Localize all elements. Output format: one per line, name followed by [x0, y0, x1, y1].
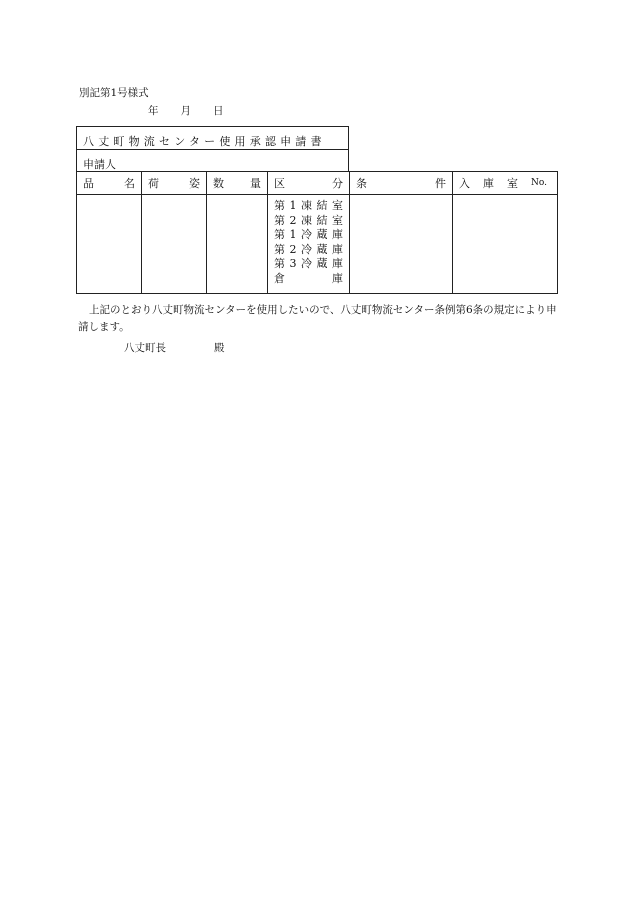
- header-storage-room-no: 入 庫 室 No.: [453, 172, 558, 195]
- division-options: [268, 195, 349, 287]
- item-name-cell[interactable]: [77, 195, 142, 294]
- header-conditions: 条 件: [350, 172, 453, 195]
- header-quantity: 数 量: [207, 172, 268, 195]
- division-cell[interactable]: [268, 195, 350, 294]
- date-line: [148, 106, 224, 117]
- header-item-name: 品 名: [77, 172, 142, 195]
- division-option[interactable]: 第 3 冷 蔵 庫: [274, 257, 343, 271]
- storage-room-cell[interactable]: [453, 195, 558, 294]
- quantity-cell[interactable]: [207, 195, 268, 294]
- header-packaging: 荷 姿: [142, 172, 207, 195]
- packaging-cell[interactable]: [142, 195, 207, 294]
- applicant-label: 申請人: [83, 158, 116, 171]
- header-division: 区 分: [268, 172, 350, 195]
- form-title: 八丈町物流センター使用承認申請書: [83, 135, 326, 148]
- division-option[interactable]: 第 2 凍 結 室: [274, 213, 343, 227]
- division-option[interactable]: 倉 庫: [274, 271, 343, 285]
- title-box: [76, 126, 349, 150]
- division-option[interactable]: 第 1 凍 結 室: [274, 199, 343, 212]
- applicant-box[interactable]: [76, 149, 349, 172]
- year-label: 年: [148, 105, 159, 117]
- division-option[interactable]: 第 1 冷 蔵 庫: [274, 228, 343, 242]
- form-label: 別記第1号様式: [79, 87, 149, 99]
- addressee-name: 八丈町長: [124, 342, 166, 354]
- day-label: 日: [213, 105, 224, 117]
- application-table: [76, 171, 558, 294]
- body-text: 上記のとおり八丈町物流センターを使用したいので、八丈町物流センター条例第6条の規定により申請します。: [78, 304, 557, 333]
- division-option[interactable]: 第 2 冷 蔵 庫: [274, 242, 343, 256]
- month-label: 月: [180, 105, 191, 117]
- header-row: [77, 172, 558, 195]
- addressee: [124, 343, 225, 354]
- entry-row: [77, 195, 558, 294]
- addressee-honorific: 殿: [214, 342, 225, 354]
- conditions-cell[interactable]: [350, 195, 453, 294]
